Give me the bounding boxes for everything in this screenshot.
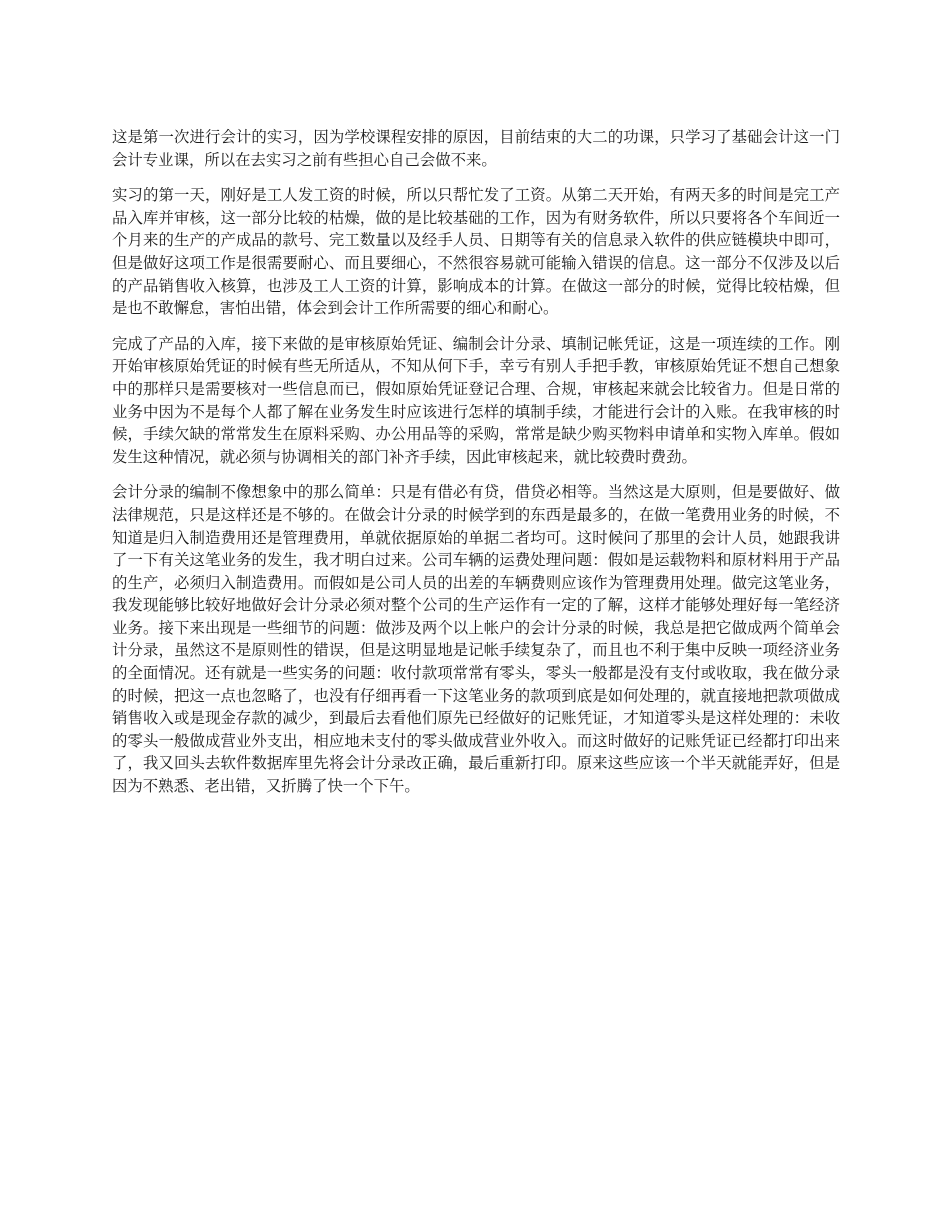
paragraph-4: 会计分录的编制不像想象中的那么简单：只是有借必有贷，借贷必相等。当然这是大原则，但是要做好、做法律规范，只是这样还是不够的。在做会计分录的时候学到的东西是最多的，在做一笔费用业务的时候，不知道是归入制造费用还是管理费用，单就依据原始的单据二者均可。这时候问了那里的会计人员，她跟我讲了一下有关这笔业务的发生，我才明白过来。公司车辆的运费处理问题：假如是运载物料和原材料用于产品的生产，必须归入制造费用。而假如是公司人员的出差的车辆费则应该作为管理费用处理。做完这笔业务，我发现能够比较好地做好会计分录必须对整个公司的生产运作有一定的了解，这样才能够处理好每一笔经济业务。接下来出现是一些细节的问题：做涉及两个以上帐户的会计分录的时候，我总是把它做成两个简单会计分录，虽然这不是原则性的错误，但是这明显地是记帐手续复杂了，而且也不利于集中反映一项经济业务的全面情况。还有就是一些实务的问题：收付款项常常有零头，零头一般都是没有支付或收取，我在做分录的时候，把这一点也忽略了，也没有仔细再看一下这笔业务的款项到底是如何处理的，就直接地把款项做成销售收入或是现金存款的减少，到最后去看他们原先已经做好的记账凭证，才知道零头是这样处理的：未收的零头一般做成营业外支出，相应地未支付的零头做成营业外收入。而这时做好的记账凭证已经都打印出来了，我又回头去软件数据库里先将会计分录改正确，最后重新打印。原来这些应该一个半天就能弄好，但是因为不熟悉、老出错，又折腾了快一个下午。: [112, 483, 840, 796]
paragraph-2: 实习的第一天，刚好是工人发工资的时候，所以只帮忙发了工资。从第二天开始，有两天多的时间是完工产品入库并审核，这一部分比较的枯燥，做的是比较基础的工作，因为有财务软件，所以只要将各个车间近一个月来的生产的产成品的款号、完工数量以及经手人员、日期等有关的信息录入软件的供应链模块中即可，但是做好这项工作是很需要耐心、而且要细心，不然很容易就可能输入错误的信息。这一部分不仅涉及以后的产品销售收入核算，也涉及工人工资的计算，影响成本的计算。在做这一部分的时候，觉得比较枯燥，但是也不敢懈怠，害怕出错，体会到会计工作所需要的细心和耐心。: [112, 186, 840, 318]
document-body: [112, 126, 840, 811]
paragraph-1: 这是第一次进行会计的实习，因为学校课程安排的原因，目前结束的大二的功课，只学习了基础会计这一门会计专业课，所以在去实习之前有些担心自己会做不来。: [112, 128, 840, 169]
paragraph-3: 完成了产品的入库，接下来做的是审核原始凭证、编制会计分录、填制记帐凭证，这是一项连续的工作。刚开始审核原始凭证的时候有些无所适从，不知从何下手，幸亏有别人手把手教，审核原始凭证不想自己想象中的那样只是需要核对一些信息而已，假如原始凭证登记合理、合规，审核起来就会比较省力。但是日常的业务中因为不是每个人都了解在业务发生时应该进行怎样的填制手续，才能进行会计的入账。在我审核的时候，手续欠缺的常常发生在原料采购、办公用品等的采购，常常是缺少购买物料申请单和实物入库单。假如发生这种情况，就必须与协调相关的部门补齐手续，因此审核起来，就比较费时费劲。: [112, 334, 840, 466]
